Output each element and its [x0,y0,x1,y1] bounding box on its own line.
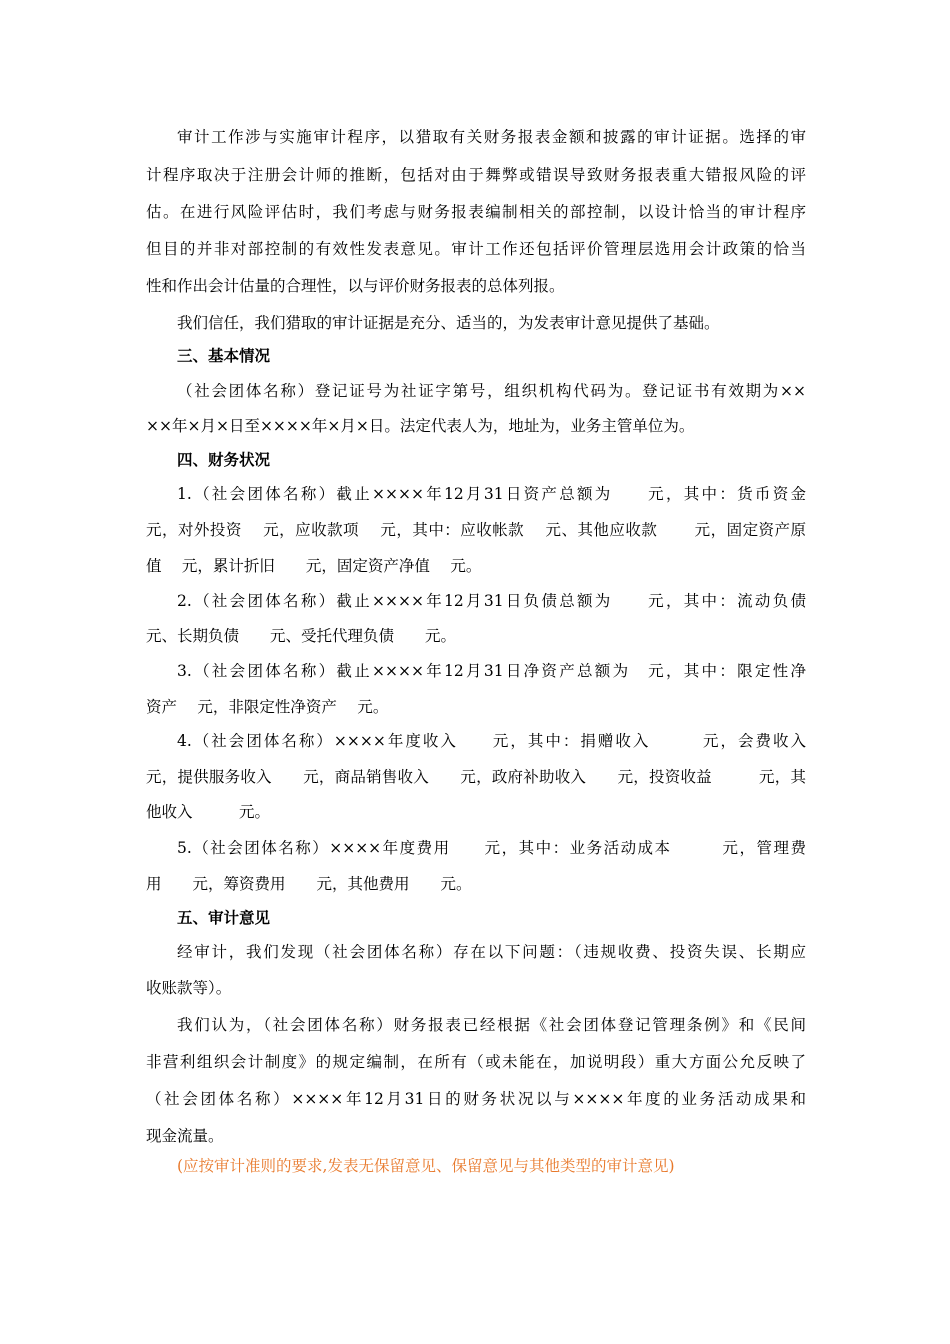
audit-opinion-line-3: （社会团体名称）××××年12月31日的财务状况以与××××年度的业务活动成果和 [146,1090,806,1108]
audit-work-line-4: 但目的并非对部控制的有效性发表意见。审计工作还包括评价管理层选用会计政策的恰当 [146,240,806,258]
section-audit-opinion-heading: 五、审计意见 [177,908,271,927]
audit-belief-paragraph: 我们信任，我们猎取的审计证据是充分、适当的，为发表审计意见提供了基础。 [177,314,720,332]
audit-work-line-2: 计程序取决于注册会计师的推断，包括对由于舞弊或错误导致财务报表重大错报风险的评 [146,166,806,184]
financial-item-3-line-2: 资产 元，非限定性净资产 元。 [146,698,389,716]
financial-item-4-line-3: 他收入 元。 [146,803,271,821]
financial-item-2-line-1: 2.（社会团体名称）截止××××年12月31日负债总额为 元，其中：流动负债 [177,592,806,610]
audit-issues-line-1: 经审计，我们发现（社会团体名称）存在以下问题：（违规收费、投资失误、长期应 [177,943,806,961]
financial-item-2-line-2: 元、长期负债 元、受托代理负债 元。 [146,627,457,645]
audit-opinion-line-1: 我们认为，（社会团体名称）财务报表已经根据《社会团体登记管理条例》和《民间 [177,1016,806,1034]
financial-item-5-line-1: 5.（社会团体名称）××××年度费用 元，其中：业务活动成本 元，管理费 [177,839,806,857]
section-basic-info-heading: 三、基本情况 [177,346,271,365]
audit-work-line-5: 性和作出会计估量的合理性，以与评价财务报表的总体列报。 [146,277,565,295]
financial-item-3-line-1: 3.（社会团体名称）截止××××年12月31日净资产总额为 元，其中：限定性净 [177,662,806,680]
financial-item-1-line-2: 元，对外投资 元，应收款项 元，其中：应收帐款 元、其他应收款 元，固定资产原 [146,521,806,539]
basic-info-line-1: （社会团体名称）登记证号为社证字第号，组织机构代码为。登记证书有效期为×× [177,382,806,400]
audit-opinion-line-2: 非营利组织会计制度》的规定编制，在所有（或未能在，加说明段）重大方面公允反映了 [146,1053,806,1071]
audit-work-line-1: 审计工作涉与实施审计程序，以猎取有关财务报表金额和披露的审计证据。选择的审 [177,128,806,146]
financial-item-4-line-1: 4.（社会团体名称）××××年度收入 元，其中：捐赠收入 元，会费收入 [177,732,806,750]
audit-opinion-line-4: 现金流量。 [146,1127,224,1145]
financial-item-1-line-1: 1.（社会团体名称）截止××××年12月31日资产总额为 元，其中：货币资金 [177,485,806,503]
basic-info-line-2: ××年×月×日至××××年×月×日。法定代表人为，地址为，业务主管单位为。 [146,417,695,435]
audit-issues-line-2: 收账款等）。 [146,979,232,997]
section-financial-status-heading: 四、财务状况 [177,450,271,469]
financial-item-4-line-2: 元，提供服务收入 元，商品销售收入 元，政府补助收入 元，投资收益 元，其 [146,768,806,786]
audit-opinion-note: (应按审计准则的要求,发表无保留意见、保留意见与其他类型的审计意见) [177,1157,675,1175]
financial-item-5-line-2: 用 元，筹资费用 元，其他费用 元。 [146,875,472,893]
financial-item-1-line-3: 值 元，累计折旧 元，固定资产净值 元。 [146,557,482,575]
audit-work-line-3: 估。在进行风险评估时，我们考虑与财务报表编制相关的部控制，以设计恰当的审计程序 [146,203,806,221]
